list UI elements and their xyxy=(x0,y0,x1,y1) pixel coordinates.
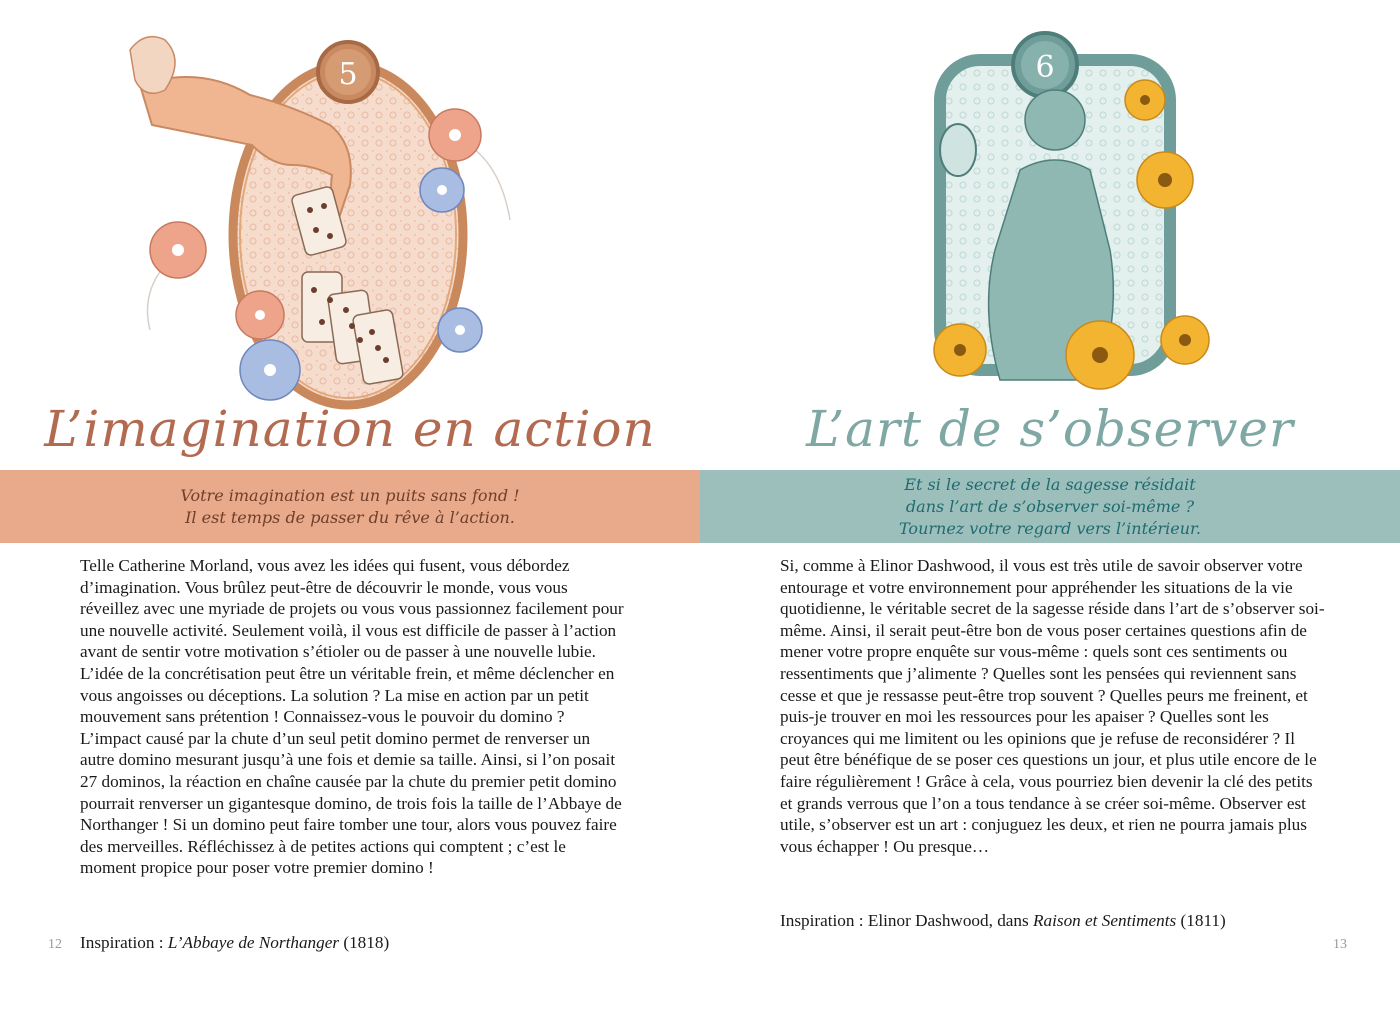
card-number: 6 xyxy=(1035,50,1055,85)
quote-line: Tournez votre regard vers l’intérieur. xyxy=(899,518,1201,538)
inspiration-line xyxy=(780,911,1226,931)
quote-line: Il est temps de passer du rêve à l’action. xyxy=(185,507,515,527)
body-text xyxy=(780,555,1325,857)
card-title: L’imagination en action xyxy=(44,400,656,458)
quote-band xyxy=(700,470,1400,543)
inspiration-label: Inspiration : Elinor Dashwood, dans xyxy=(780,911,1034,930)
domino-mirror-illustration xyxy=(120,10,540,410)
page-number: 13 xyxy=(1333,937,1347,952)
body-text xyxy=(80,555,625,879)
body-paragraph: Si, comme à Elinor Dashwood, il vous est très utile de savoir observer votre entourage et votre environnement pour appréhender les situations de la vie quotidienne, le véritable secret de la sagesse réside dans l’art de s’observer soi-même. Ainsi, il serait peut-être bon de vous poser certaines questions afin de mener votre propre enquête sur vous-même : quels sont ces sentiments ou ressentiments que j’alimente ? Quelles sont les pensées qui reviennent sans cesse et que je ressasse peut-être trop souvent ? Quelles peurs me freinent, et puis-je trouver en moi les ressources pour les apaiser ? Quelles sont les croyances qui me limitent ou les opinions que je refuse de reconsidérer ? Il peut être bénéfique de se poser ces questions un jour, et plus utile encore de le faire régulièrement ! Grâce à cela, vous pourriez bien devenir la clé des petits et grands verrous que l’on a tous tendance à se créer soi-même. Observer est utile, s’observer est un art : conjuguez les deux, et rien ne pourra jamais plus vous échapper ! Ou presque… xyxy=(780,556,1325,856)
inspiration-year: (1818) xyxy=(339,933,390,952)
card-title: L’art de s’observer xyxy=(806,400,1294,458)
quote-line: Votre imagination est un puits sans fond ! xyxy=(180,485,520,505)
right-page xyxy=(700,0,1400,1019)
quote-band xyxy=(0,470,700,543)
quote-line: Et si le secret de la sagesse résidait xyxy=(904,474,1196,494)
card-number: 5 xyxy=(338,57,358,92)
lady-mirror-illustration xyxy=(900,10,1240,400)
inspiration-label: Inspiration : xyxy=(80,933,168,952)
inspiration-work: L’Abbaye de Northanger xyxy=(167,933,340,952)
hand-mirror-icon xyxy=(940,124,976,176)
quote-line: dans l’art de s’observer soi-même ? xyxy=(905,496,1195,516)
inspiration-work: Raison et Sentiments xyxy=(1033,911,1177,930)
body-paragraph: Telle Catherine Morland, vous avez les idées qui fusent, vous débordez d’imagination. Vous brûlez peut-être de découvrir le monde, vous vous réveillez avec une myriade de projets ou vous vous passionnez facilement pour une nouvelle activité. Seulement voilà, il vous est difficile de passer à l’action avant de sentir votre motivation s’étioler ou de passer à une nouvelle lubie. L’idée de la concrétisation peut être un véritable frein, et même déclencher en vous angoisses ou déceptions. La solution ? La mise en action par un petit mouvement sans prétention ! Connaissez-vous le pouvoir du domino ? L’impact causé par la chute d’un seul petit domino permet de renverser un autre domino mesurant jusqu’à une fois et demie sa taille. Ainsi, si l’on posait 27 dominos, la réaction en chaîne causée par la chute du premier petit domino pourrait renverser un gigantesque domino, de trois fois la taille de l’Abbaye de Northanger ! Si un domino peut faire tomber une tour, alors vous pouvez faire des merveilles. Réfléchissez à de petites actions qui comptent ; c’est le moment propice pour poser votre premier domino ! xyxy=(80,556,624,878)
inspiration-line xyxy=(80,933,389,953)
inspiration-year: (1811) xyxy=(1176,911,1226,930)
page-number: 12 xyxy=(48,937,62,952)
